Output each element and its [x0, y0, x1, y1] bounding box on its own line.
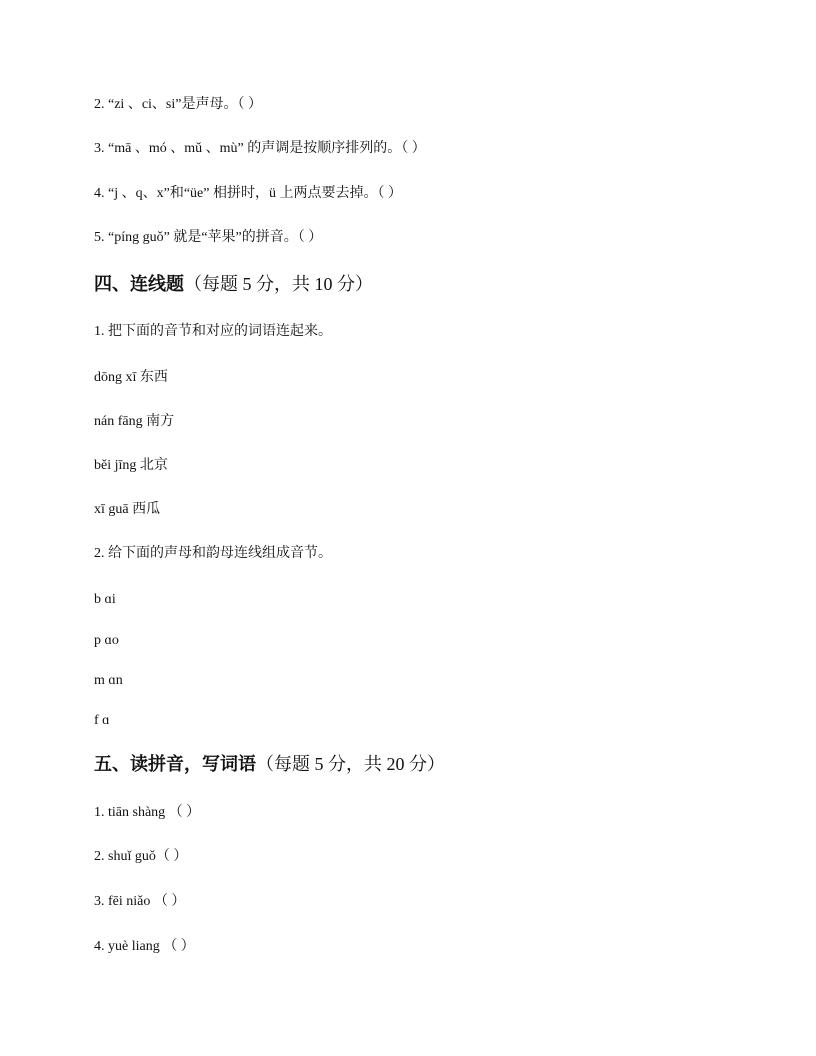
judgement-item-4: 4. “j 、q、x”和“üe” 相拼时，ü 上两点要去掉。（ ）	[94, 186, 402, 201]
matching-item: běi jīng 北京	[94, 458, 168, 473]
judgement-item-2: 2. “zi 、ci、si”是声母。（ ）	[94, 97, 262, 112]
matching-item: nán fāng 南方	[94, 414, 175, 429]
section-5-heading	[94, 752, 445, 776]
syllable-pair: p ɑo	[94, 633, 119, 648]
matching-item: dōng xī 东西	[94, 370, 168, 385]
section-4-heading	[94, 272, 373, 296]
syllable-pair: m ɑn	[94, 673, 123, 688]
section-4-title: 四、连线题	[94, 274, 184, 294]
syllable-pair: f ɑ	[94, 713, 110, 728]
section-5-score-note: （每题 5 分，共 20 分）	[256, 754, 445, 774]
pinyin-word-item-1: 1. tiān shàng （ ）	[94, 805, 201, 820]
section-4-score-note: （每题 5 分，共 10 分）	[184, 274, 373, 294]
judgement-item-5: 5. “píng guǒ” 就是“苹果”的拼音。（ ）	[94, 230, 323, 245]
pinyin-word-item-2: 2. shuǐ guǒ（ ）	[94, 849, 188, 864]
matching-question-1: 1. 把下面的音节和对应的词语连起来。	[94, 324, 332, 339]
matching-item: xī guā 西瓜	[94, 502, 161, 517]
pinyin-word-item-4: 4. yuè liang （ ）	[94, 939, 195, 954]
judgement-item-3: 3. “mā 、mó 、mǔ 、mù” 的声调是按顺序排列的。（ ）	[94, 141, 426, 156]
section-5-title: 五、读拼音，写词语	[94, 754, 256, 774]
matching-question-2: 2. 给下面的声母和韵母连线组成音节。	[94, 546, 332, 561]
syllable-pair: b ɑi	[94, 592, 116, 607]
pinyin-word-item-3: 3. fēi niǎo （ ）	[94, 894, 186, 909]
